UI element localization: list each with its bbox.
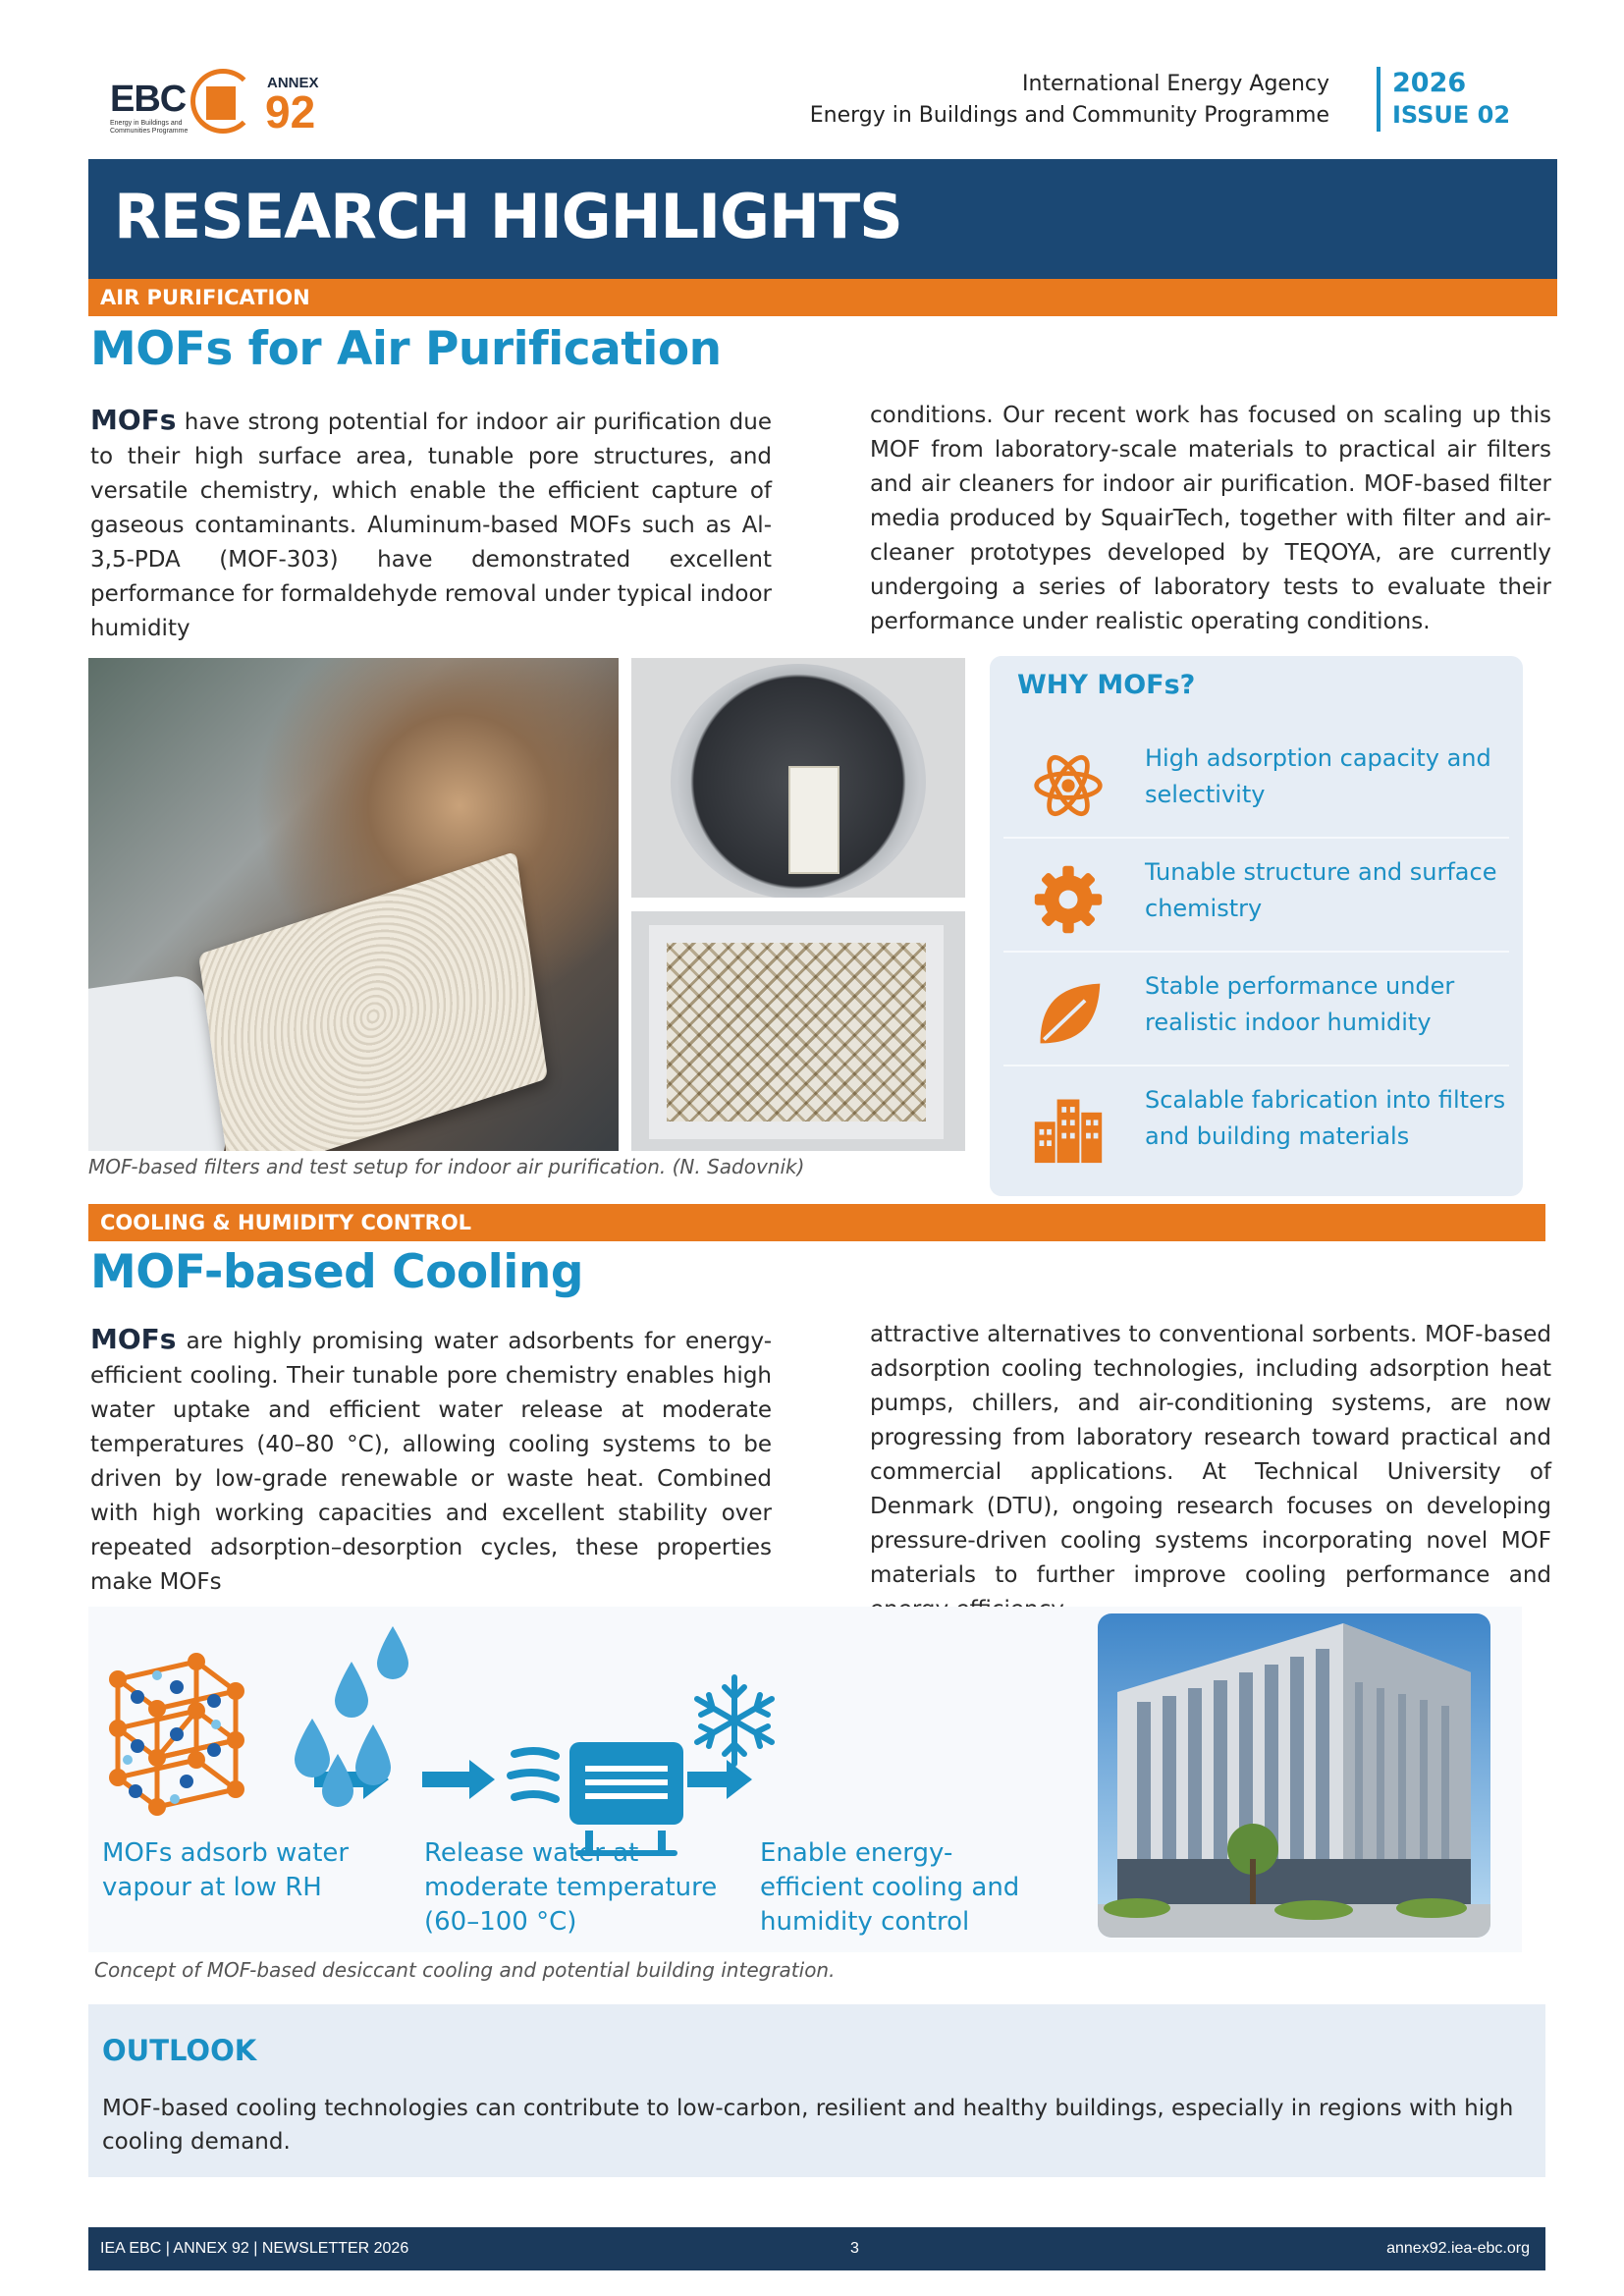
figure-caption-cooling: Concept of MOF-based desiccant cooling and potential building integration.: [94, 1958, 836, 1982]
air-purification-column-1: [90, 403, 772, 646]
cooling-column-1: [90, 1322, 772, 1600]
org-line-2: Energy in Buildings and Community Programme: [809, 103, 1329, 128]
buildings-icon: [1031, 1090, 1106, 1165]
ebc-annex92-logo: [108, 65, 339, 139]
logo-building-icon: [206, 86, 236, 120]
lead-word: MOFs: [90, 404, 177, 436]
logo-annex-word: ANNEX: [267, 75, 319, 91]
section-heading-cooling: MOF-based Cooling: [90, 1245, 584, 1299]
org-line-1: International Energy Agency: [1021, 72, 1329, 96]
building-photo: [1098, 1613, 1490, 1938]
why-item-text: Tunable structure and surface chemistry: [1145, 858, 1497, 922]
why-item-text: Scalable fabrication into filters and building materials: [1145, 1086, 1506, 1150]
atom-icon: [1031, 748, 1106, 823]
why-mofs-title: WHY MOFs?: [1017, 670, 1196, 700]
section-tag-air-purification: AIR PURIFICATION: [88, 279, 1557, 316]
leaf-icon: [1031, 976, 1106, 1051]
logo-annex-number: 92: [265, 86, 316, 137]
why-item-stable: [1003, 953, 1509, 1066]
cooling-text-1: are highly promising water adsorbents for energy-efficient cooling. Their tunable pore chemistry enables high water uptake and efficient water release at moderate temperatures (40–80 °C), allowing cooling systems to be driven by low-grade renewable or waste heat. Combined with high working capacities and excellent stability over repeated adsorption–desorption cycles, these properties make MOFs: [90, 1329, 772, 1595]
step-label-release: Release water at moderate temperature (60–100 °C): [424, 1838, 718, 1937]
filter-mesh-photo: [631, 911, 965, 1151]
lead-word: MOFs: [90, 1323, 177, 1355]
page-footer: [88, 2227, 1545, 2270]
outlook-text: MOF-based cooling technologies can contribute to low-carbon, resilient and healthy buildings, especially in regions with high cooling demand.: [102, 2096, 1514, 2155]
organization-header: [740, 69, 1329, 132]
section-heading-air-purification: MOFs for Air Purification: [90, 322, 722, 376]
air-purification-column-2: conditions. Our recent work has focused on scaling up this MOF from laboratory-scale materials to practical air filters and air cleaners for indoor air purification. MOF-based filter media produced by SquairTech, together with filter and air-cleaner prototypes developed by TEQOYA, are currently undergoing a series of laboratory tests to evaluate their performance under realistic operating conditions.: [870, 403, 1551, 634]
why-item-text: Stable performance under realistic indoor humidity: [1145, 972, 1455, 1036]
air-purification-text-1: have strong potential for indoor air purification due to their high surface area, tunable pore structures, and versatile chemistry, which enable the efficient capture of gaseous contaminants. Aluminum-based MOFs such as Al-3,5-PDA (MOF-303) have demonstrated excellent performance for formaldehyde removal under typical indoor humidity: [90, 410, 772, 641]
section-tag-cooling: COOLING & HUMIDITY CONTROL: [88, 1204, 1545, 1241]
mof-filter-photo: [88, 658, 619, 1151]
figure-caption-air-purification: MOF-based filters and test setup for indoor air purification. (N. Sadovnik): [88, 1155, 805, 1178]
cooling-column-2: attractive alternatives to conventional sorbents. MOF-based adsorption cooling technologies, including adsorption heat pumps, chillers, and air-conditioning systems, are now progressing from laboratory research toward practical and commercial applications. At Technical University of Denmark (DTU), ongoing research focuses on developing pressure-driven cooling systems incorporating novel MOF materials to further improve cooling performance and: [870, 1322, 1551, 1588]
footer-page-number: 3: [850, 2240, 859, 2257]
issue-number: ISSUE 02: [1392, 101, 1511, 129]
logo-ebc-text: EBC: [110, 79, 187, 120]
page-title: RESEARCH HIGHLIGHTS: [114, 181, 902, 252]
why-mofs-box: [990, 656, 1523, 1196]
logo-tagline: Energy in Buildings and Communities Programme: [110, 120, 189, 135]
footer-url[interactable]: annex92.iea-ebc.org: [1386, 2240, 1530, 2257]
why-item-text: High adsorption capacity and selectivity: [1145, 744, 1491, 808]
test-chamber-photo: [631, 658, 965, 898]
why-item-adsorption: [1003, 725, 1509, 839]
outlook-title: OUTLOOK: [102, 2034, 257, 2067]
title-banner: [88, 159, 1557, 279]
step-label-adsorb: MOFs adsorb water vapour at low RH: [102, 1838, 350, 1902]
gear-icon: [1031, 862, 1106, 937]
footer-publication: IEA EBC | ANNEX 92 | NEWSLETTER 2026: [100, 2240, 409, 2257]
issue-year: 2026: [1392, 68, 1467, 98]
issue-marker: [1377, 67, 1510, 132]
why-item-scalable: [1003, 1066, 1509, 1180]
outlook-box: [88, 2004, 1545, 2177]
step-label-cooling: Enable energy-efficient cooling and humidity control: [760, 1838, 1020, 1937]
why-item-tunable: [1003, 839, 1509, 953]
